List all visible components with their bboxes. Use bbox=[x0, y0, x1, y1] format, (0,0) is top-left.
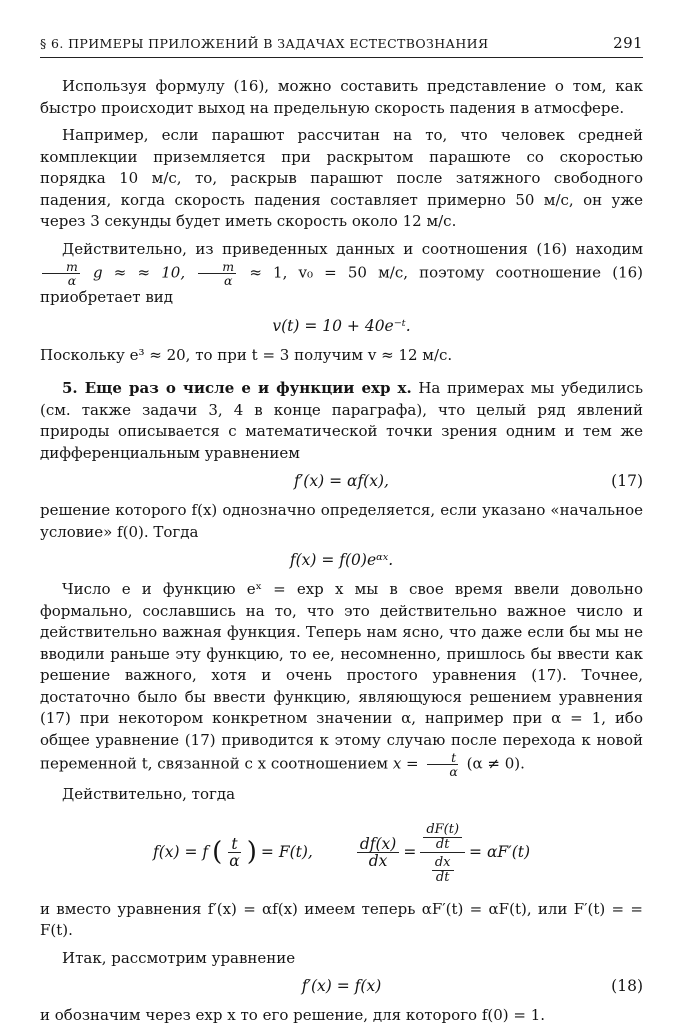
fraction-numerator: dF(t) bbox=[423, 823, 462, 838]
fraction-numerator: t bbox=[427, 751, 458, 765]
paragraph-7-end-b: (α ≠ 0). bbox=[466, 754, 525, 773]
equation-right-part bbox=[357, 820, 530, 885]
paragraph-11: и обозначим через exp x то его решение, для которого f(0) = 1. bbox=[40, 1006, 546, 1024]
equation-f-solution bbox=[40, 551, 643, 569]
equation-left-a: f(x) = f bbox=[152, 843, 209, 861]
fraction-t-over-alpha-big bbox=[226, 836, 242, 869]
compound-numerator bbox=[420, 820, 465, 853]
equation-17-number: (17) bbox=[611, 472, 643, 490]
page-number: 291 bbox=[613, 34, 643, 52]
equation-f-text: f(x) = f(0)eᵅˣ. bbox=[289, 551, 394, 569]
paragraph-1: Используя формулу (16), можно составить представление о том, как быстро происходит выход на предельную скорость падения в атмосфере. bbox=[40, 77, 643, 117]
fraction-dxdt bbox=[432, 856, 454, 885]
equation-left-part bbox=[153, 836, 313, 869]
running-header bbox=[40, 34, 643, 58]
equation-v-of-t bbox=[40, 317, 643, 335]
book-page bbox=[40, 34, 643, 1033]
equation-17-text: f′(x) = αf(x), bbox=[294, 472, 389, 490]
fraction-denominator: dt bbox=[435, 869, 450, 885]
paragraph-3 bbox=[40, 239, 643, 309]
equation-17 bbox=[40, 472, 643, 490]
fraction-denominator: α bbox=[449, 764, 458, 779]
paragraph-2: Например, если парашют рассчитан на то, что человек средней комплекции приземляется при раскрытом парашюте со скоростью порядка 10 м/с, то, раскрыв парашют после затяжного свободного падения, когда скорость падения составляет примерно 50 м/с, он уже через 3 секунды будет иметь скорость около 12 м/с. bbox=[40, 126, 643, 230]
section-5-heading: 5. Еще раз о числе e и функции exp x. bbox=[62, 379, 412, 397]
fraction-dFdt bbox=[423, 823, 462, 852]
section-5-text: На примерах мы убедились (см. также задачи 3, 4 в конце параграфа), что целый ряд явлений природы описывается с математической точки зрения одним и тем же дифференциальным уравнением bbox=[40, 379, 644, 462]
right-paren: ) bbox=[246, 837, 257, 867]
paragraph-7 bbox=[40, 579, 643, 778]
paragraph-3-text-a: Действительно, из приведенных данных и соотношения (16) находим bbox=[62, 239, 643, 258]
change-of-variable-equation bbox=[40, 820, 643, 885]
compound-denominator bbox=[429, 853, 457, 885]
equation-18-text: f′(x) = f(x) bbox=[301, 977, 382, 995]
left-paren: ( bbox=[212, 837, 223, 867]
equation-v-text: v(t) = 10 + 40e⁻ᵗ. bbox=[272, 316, 411, 335]
fraction-denominator: α bbox=[229, 851, 240, 870]
equation-rhs: = αF′(t) bbox=[469, 843, 531, 861]
fraction-numerator: df(x) bbox=[357, 836, 400, 853]
fraction-m-over-alpha bbox=[42, 260, 80, 287]
equation-18-number: (18) bbox=[611, 977, 643, 995]
paragraph-10: Итак, рассмотрим уравнение bbox=[62, 948, 296, 967]
section-title: § 6. ПРИМЕРЫ ПРИЛОЖЕНИЙ В ЗАДАЧАХ ЕСТЕСТВОЗНАНИЯ bbox=[40, 36, 489, 51]
fraction-dfdx bbox=[357, 836, 400, 869]
equation-18 bbox=[40, 977, 643, 995]
fraction-m-over-alpha-2 bbox=[198, 260, 236, 287]
fraction-t-over-alpha bbox=[425, 751, 459, 778]
fraction-compound bbox=[420, 820, 465, 885]
paragraph-3-text-c: ≈ 1, v₀ = 50 м/с, поэтому соотношение (16) приобретает вид bbox=[40, 263, 644, 306]
section-5-paragraph bbox=[40, 378, 643, 464]
paragraph-3-text-b: g ≈ ≈ 10, bbox=[93, 263, 186, 282]
paragraph-6: решение которого f(x) однозначно определяется, если указано «начальное условие» f(0). Тогда bbox=[40, 501, 643, 541]
fraction-denominator: α bbox=[67, 273, 77, 288]
paragraph-4: Поскольку e³ ≈ 20, то при t = 3 получим v ≈ 12 м/с. bbox=[40, 345, 453, 364]
fraction-numerator: dx bbox=[432, 856, 454, 871]
fraction-denominator: dx bbox=[368, 851, 388, 870]
paragraph-7-text: Число e и функцию eˣ = exp x мы в свое время ввели довольно формально, сославшись на то, что это действительно важное число и действительно важная функция. Теперь нам ясно, что даже если бы мы не вводили раньше эту функцию, то ее, несомненно, пришлось бы ввести как решение важного, хотя и очень простого уравнения (17). Точнее, достаточно было бы ввести функцию, являющуюся решением уравнения (17) при некотором конкретном значении α, например при α = 1, ибо общее уравнение (17) приводится к этому случаю после перехода к новой переменной t, связанной с x соотношением bbox=[40, 580, 643, 773]
fraction-denominator: dt bbox=[435, 836, 450, 852]
paragraph-7-end-a: x = bbox=[392, 754, 419, 773]
paragraph-8: Действительно, тогда bbox=[62, 785, 236, 803]
fraction-numerator: m bbox=[42, 260, 80, 274]
equals-sign: = bbox=[403, 843, 417, 861]
fraction-numerator: t bbox=[228, 836, 240, 853]
paragraph-9: и вместо уравнения f′(x) = αf(x) имеем теперь αF′(t) = αF(t), или F′(t) = = F(t). bbox=[40, 899, 643, 939]
fraction-denominator: α bbox=[223, 273, 233, 288]
fraction-numerator: m bbox=[198, 260, 236, 274]
equation-left-b: = F(t), bbox=[260, 843, 313, 861]
